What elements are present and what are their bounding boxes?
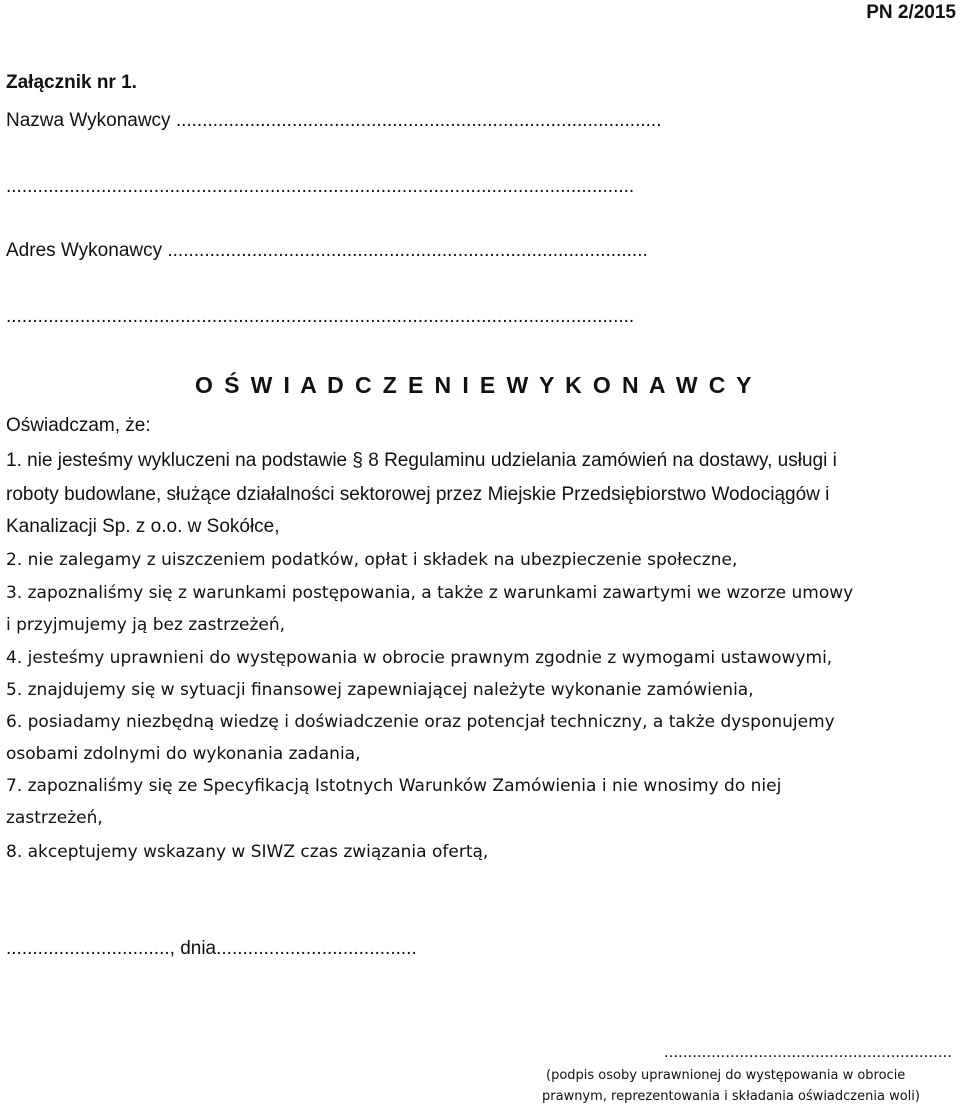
- statement-line: 1. nie jesteśmy wykluczeni na podstawie § 8 Regulaminu udzielania zamówień na dostawy, usługi i: [6, 450, 837, 471]
- statement-line: 5. znajdujemy się w sytuacji finansowej zapewniającej należyte wykonanie zamówienia,: [6, 680, 754, 700]
- statement-line: 8. akceptujemy wskazany w SIWZ czas związania ofertą,: [6, 842, 489, 862]
- contractor-address-line-2: .......................................................................................................................: [6, 306, 635, 327]
- contractor-name-line-2: .......................................................................................................................: [6, 176, 635, 197]
- document-title: O Ś W I A D C Z E N I E W Y K O N A W C Y: [195, 372, 754, 398]
- signature-note-line-1: (podpis osoby uprawnionej do występowania w obrocie: [546, 1068, 906, 1083]
- statement-line: osobami zdolnymi do wykonania zadania,: [6, 744, 361, 764]
- place-date-line: ..............................., dnia......................................: [6, 938, 417, 959]
- statement-line: 7. zapoznaliśmy się ze Specyfikacją Istotnych Warunków Zamówienia i nie wnosimy do niej: [6, 776, 782, 796]
- intro-text: Oświadczam, że:: [6, 415, 151, 436]
- signature-note-line-2: prawnym, reprezentowania i składania oświadczenia woli): [542, 1089, 920, 1104]
- signature-line: .............................................................: [663, 1042, 952, 1061]
- statement-line: roboty budowlane, służące działalności sektorowej przez Miejskie Przedsiębiorstwo Wodociągów i: [6, 484, 830, 505]
- statement-line: 4. jesteśmy uprawnieni do występowania w obrocie prawnym zgodnie z wymogami ustawowymi,: [6, 648, 833, 668]
- contractor-name-line: Nazwa Wykonawcy ............................................................................................: [6, 110, 662, 131]
- statement-line: 6. posiadamy niezbędną wiedzę i doświadczenie oraz potencjał techniczny, a także dysponujemy: [6, 712, 835, 732]
- statement-line: 3. zapoznaliśmy się z warunkami postępowania, a także z warunkami zawartymi we wzorze umowy: [6, 583, 854, 603]
- document-number: PN 2/2015: [866, 2, 956, 23]
- statement-line: zastrzeżeń,: [6, 808, 103, 828]
- attachment-label: Załącznik nr 1.: [6, 72, 137, 93]
- statement-line: 2. nie zalegamy z uiszczeniem podatków, opłat i składek na ubezpieczenie społeczne,: [6, 550, 738, 570]
- statement-line: Kanalizacji Sp. z o.o. w Sokółce,: [6, 516, 280, 537]
- statement-line: i przyjmujemy ją bez zastrzeżeń,: [6, 615, 286, 635]
- contractor-address-line: Adres Wykonawcy ...........................................................................................: [6, 240, 648, 261]
